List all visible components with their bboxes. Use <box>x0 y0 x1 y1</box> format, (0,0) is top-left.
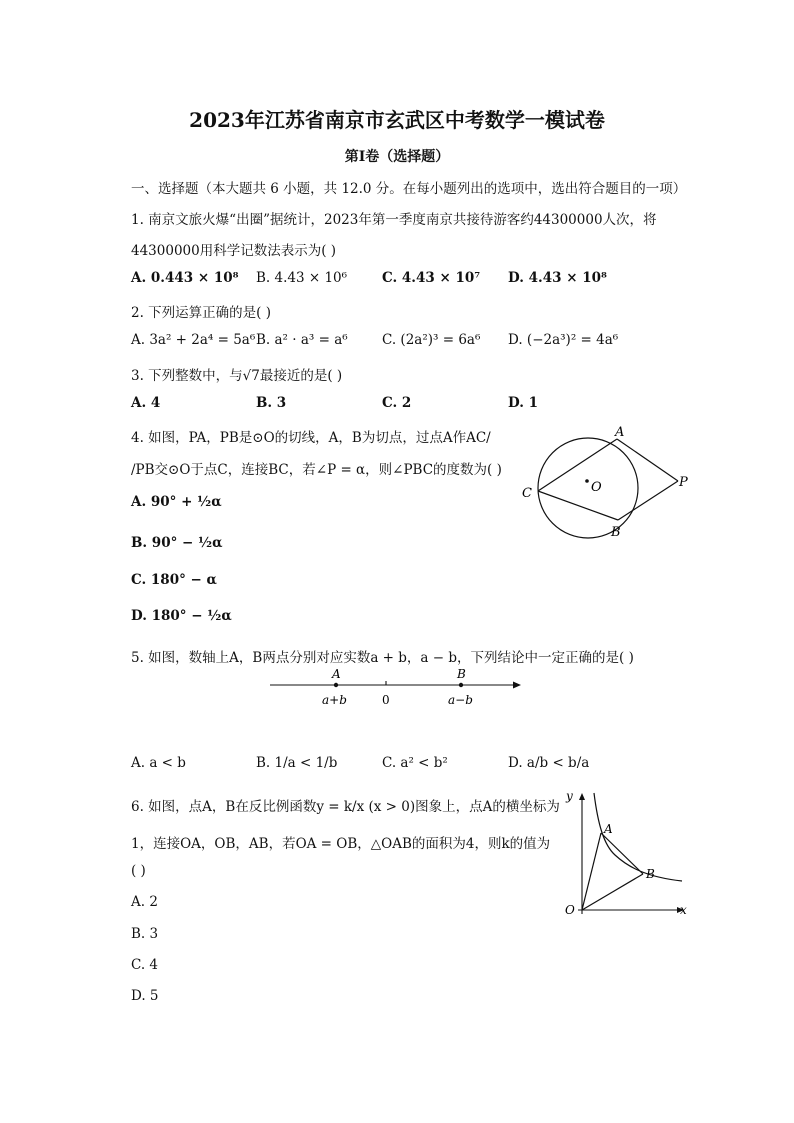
q1-option-b: B. 4.43 × 10⁶ <box>256 270 348 286</box>
label-a-plus-b: a+b <box>322 693 347 707</box>
q5-stem: 5. 如图，数轴上A，B两点分别对应实数a + b，a − b，下列结论中一定正确的是( ) <box>131 650 634 666</box>
q6-option-a: A. 2 <box>131 894 158 910</box>
q6-stem-line1: 6. 如图，点A，B在反比例函数y = k/x (x > 0)图象上，点A的横坐标为 <box>131 799 560 815</box>
q5-option-b: B. 1/a < 1/b <box>256 755 338 771</box>
tangent-pa <box>617 439 678 481</box>
point-b <box>459 683 463 687</box>
q3-stem: 3. 下列整数中，与√7最接近的是( ) <box>131 368 343 384</box>
part-subtitle: 第I卷（选择题） <box>344 149 450 165</box>
label-o: O <box>591 480 602 495</box>
chord-bc <box>538 491 618 520</box>
segment-ob <box>582 874 643 910</box>
section-heading: 一、选择题（本大题共 6 小题，共 12.0 分。在每小题列出的选项中，选出符合题目的一项） <box>131 181 687 197</box>
label-o: O <box>565 903 575 917</box>
q3-option-b: B. 3 <box>256 395 287 411</box>
q3-option-d: D. 1 <box>508 395 539 411</box>
y-axis-arrow <box>579 793 585 800</box>
label-zero: 0 <box>382 693 390 707</box>
q6-option-b: B. 3 <box>131 926 159 942</box>
q6-option-d: D. 5 <box>131 988 159 1004</box>
q6-option-c: C. 4 <box>131 957 159 973</box>
page-title: 2023年江苏省南京市玄武区中考数学一模试卷 <box>189 108 605 132</box>
q6-stem-line2: 1，连接OA，OB，AB，若OA = OB，△OAB的面积为4，则k的值为 <box>131 836 551 852</box>
q4-option-c: C. 180° − α <box>131 572 217 588</box>
q4-option-b: B. 90° − ½α <box>131 535 223 551</box>
q4-stem-line2: /PB交⊙O于点C，连接BC，若∠P = α，则∠PBC的度数为( ) <box>131 462 502 478</box>
q2-option-a: A. 3a² + 2a⁴ = 5a⁶ <box>131 332 256 348</box>
q1-option-a: A. 0.443 × 10⁸ <box>131 270 239 286</box>
q5-option-c: C. a² < b² <box>382 755 448 771</box>
q5-option-d: D. a/b < b/a <box>508 755 590 771</box>
q4-stem-line1: 4. 如图，PA，PB是⊙O的切线，A，B为切点，过点A作AC/ <box>131 430 491 446</box>
q3-option-c: C. 2 <box>382 395 412 411</box>
q1-option-c: C. 4.43 × 10⁷ <box>382 270 481 286</box>
q2-option-d: D. (−2a³)² = 4a⁶ <box>508 332 619 348</box>
q1-stem-line1: 1. 南京文旅火爆“出圈”据统计，2023年第一季度南京共接待游客约44300000人次，将 <box>131 212 657 228</box>
axis-arrow <box>513 682 521 689</box>
q1-stem-line2: 44300000用科学记数法表示为( ) <box>131 243 337 259</box>
chord-ac <box>538 439 617 491</box>
q2-stem: 2. 下列运算正确的是( ) <box>131 305 271 321</box>
q5-number-line <box>265 665 530 710</box>
q6-inverse-function-figure <box>560 785 695 925</box>
q5-option-a: A. a < b <box>131 755 186 771</box>
circle-o <box>538 438 638 538</box>
label-p: P <box>679 475 688 490</box>
label-y: y <box>566 789 573 803</box>
label-b: B <box>611 525 621 540</box>
label-x: x <box>680 903 687 917</box>
q3-option-a: A. 4 <box>131 395 161 411</box>
label-a: A <box>615 425 625 440</box>
point-a <box>334 683 338 687</box>
segment-ab <box>601 833 643 874</box>
segment-oa <box>582 833 601 910</box>
q4-option-d: D. 180° − ½α <box>131 608 232 624</box>
q1-option-d: D. 4.43 × 10⁸ <box>508 270 607 286</box>
center-dot <box>585 479 589 483</box>
q4-option-a: A. 90° + ½α <box>131 494 222 510</box>
label-b: B <box>646 867 655 881</box>
q2-option-c: C. (2a²)³ = 6a⁶ <box>382 332 481 348</box>
label-a: A <box>332 667 341 681</box>
q4-circle-tangent-figure <box>515 420 695 545</box>
label-b: B <box>457 667 466 681</box>
q6-stem-line3: ( ) <box>131 863 146 879</box>
hyperbola-curve <box>594 793 682 881</box>
label-a: A <box>604 822 613 836</box>
tangent-pb <box>618 481 678 520</box>
label-c: C <box>522 486 532 501</box>
q2-option-b: B. a² · a³ = a⁶ <box>256 332 348 348</box>
label-a-minus-b: a−b <box>448 693 473 707</box>
